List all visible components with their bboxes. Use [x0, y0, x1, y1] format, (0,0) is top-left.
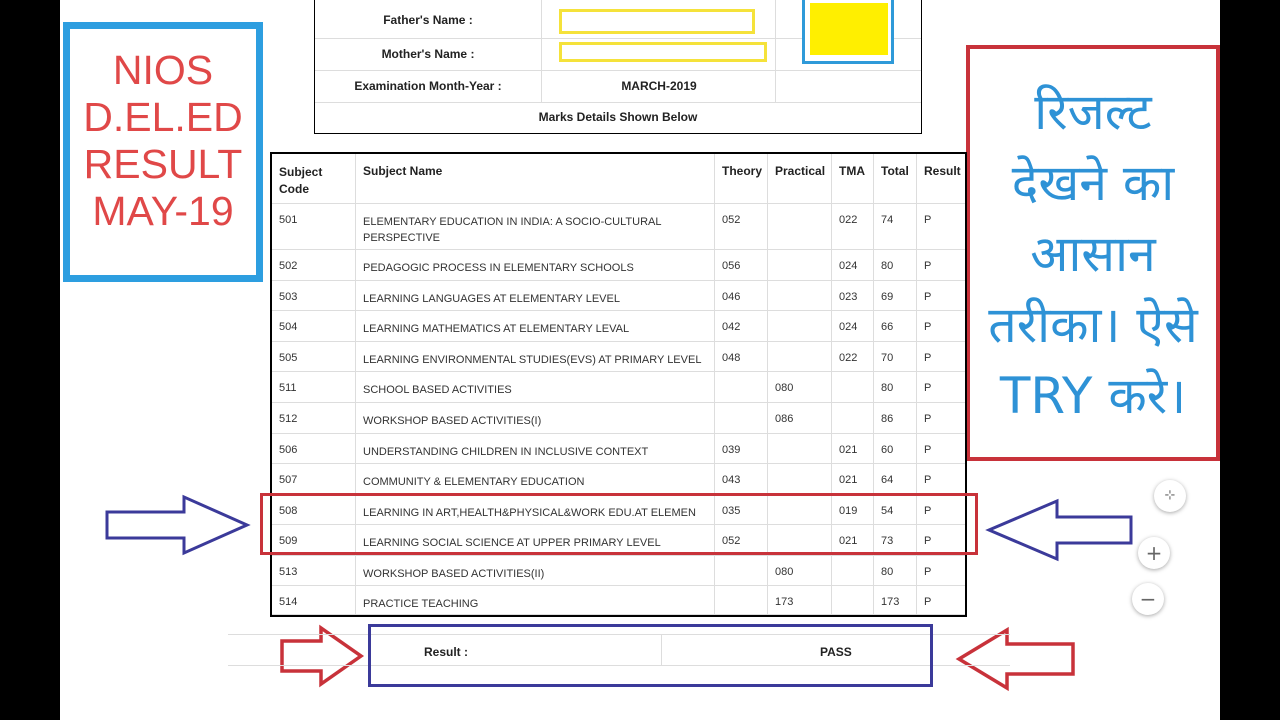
promo-hindi-line: रिजल्ट: [1034, 83, 1152, 141]
cell-result: P: [924, 321, 932, 333]
promo-title-line: D.EL.ED: [83, 94, 243, 140]
cell-tma: 021: [839, 444, 858, 456]
cell-result: P: [924, 413, 932, 425]
subject-name-line: LEARNING LANGUAGES AT ELEMENTARY LEVEL: [363, 293, 620, 305]
cell-result: P: [924, 214, 932, 226]
promo-title-text: [70, 47, 256, 235]
mother-name-label: Mother's Name :: [381, 47, 475, 61]
zoom-out-button[interactable]: [1132, 583, 1164, 615]
info-row-exam: [315, 70, 921, 103]
cell-tma: 022: [839, 352, 858, 364]
mother-name-mask: [559, 42, 767, 62]
cell-theory: 052: [722, 214, 741, 226]
cell-result: P: [924, 535, 932, 547]
cell-theory: 052: [722, 535, 741, 547]
cell-theory: 042: [722, 321, 741, 333]
cell-code: 504: [279, 321, 298, 333]
cell-total: 64: [881, 474, 894, 486]
father-name-mask: [559, 9, 755, 34]
header-subject-code: [279, 164, 322, 198]
cell-name: [363, 413, 541, 429]
cell-total: 70: [881, 352, 894, 364]
cell-name: [363, 214, 661, 246]
cell-total: 54: [881, 505, 894, 517]
table-row: [272, 434, 965, 464]
cell-result: P: [924, 382, 932, 394]
subject-name-line: LEARNING SOCIAL SCIENCE AT UPPER PRIMARY LEVEL: [363, 537, 661, 549]
subject-name-line: COMMUNITY & ELEMENTARY EDUCATION: [363, 476, 585, 488]
cell-theory: 048: [722, 352, 741, 364]
cell-name: [363, 260, 634, 276]
subject-name-line: WORKSHOP BASED ACTIVITIES(I): [363, 415, 542, 427]
subject-name-line: ELEMENTARY EDUCATION IN INDIA: A SOCIO-CULTURAL: [363, 216, 662, 228]
header-code-line: Code: [279, 182, 309, 196]
cell-code: 509: [279, 535, 298, 547]
exam-month-value: [541, 70, 776, 102]
marks-details-caption: Marks Details Shown Below: [538, 110, 698, 124]
cell-code: 502: [279, 260, 298, 272]
subject-name-line: LEARNING ENVIRONMENTAL STUDIES(EVS) AT PRIMARY LEVEL: [363, 354, 702, 366]
cell-name: [363, 566, 544, 582]
father-name-label: Father's Name :: [383, 13, 473, 27]
cell-theory: 035: [722, 505, 741, 517]
cell-code: 505: [279, 352, 298, 364]
header-code-line: Subject: [279, 165, 323, 179]
cell-name: [363, 352, 701, 368]
table-row: [272, 250, 965, 281]
cell-code: 512: [279, 413, 298, 425]
left-arrow-right-icon: [985, 497, 1135, 563]
subject-name-line: WORKSHOP BASED ACTIVITIES(II): [363, 568, 545, 580]
promo-title-line: NIOS: [112, 47, 214, 93]
cell-code: 501: [279, 214, 298, 226]
fit-screen-icon: ⊹: [1164, 488, 1176, 503]
cell-theory: 056: [722, 260, 741, 272]
promo-hindi-box: [966, 45, 1220, 461]
table-row: [272, 311, 965, 342]
cell-name: [363, 291, 620, 307]
cell-name: [363, 596, 478, 612]
cell-total: 69: [881, 291, 894, 303]
cell-code: 513: [279, 566, 298, 578]
cell-name: [363, 321, 629, 337]
header-tma: TMA: [839, 164, 865, 178]
header-total: Total: [881, 164, 909, 178]
cell-result: P: [924, 566, 932, 578]
cell-total: 80: [881, 260, 894, 272]
cell-tma: 024: [839, 321, 858, 333]
cell-code: 507: [279, 474, 298, 486]
promo-title-line: RESULT: [83, 141, 243, 187]
subject-name-line: LEARNING MATHEMATICS AT ELEMENTARY LEVAL: [363, 323, 630, 335]
cell-practical: 080: [775, 382, 794, 394]
table-row: [272, 281, 965, 311]
cell-result: P: [924, 291, 932, 303]
cell-code: 514: [279, 596, 298, 608]
header-subject-name: Subject Name: [363, 164, 443, 178]
promo-hindi-line: TRY करे।: [999, 367, 1187, 425]
header-result: Result: [924, 164, 961, 178]
info-col-divider: [775, 0, 776, 102]
cell-total: 73: [881, 535, 894, 547]
result-value: PASS: [820, 645, 852, 659]
cell-result: P: [924, 444, 932, 456]
cell-theory: 043: [722, 474, 741, 486]
cell-practical: 080: [775, 566, 794, 578]
fit-screen-button[interactable]: [1154, 480, 1186, 512]
table-row: [272, 464, 965, 495]
cell-theory: 039: [722, 444, 741, 456]
result-highlight-box: [368, 624, 933, 687]
cell-result: P: [924, 260, 932, 272]
cell-practical: 173: [775, 596, 794, 608]
table-row: [272, 403, 965, 434]
table-row: [272, 556, 965, 586]
cell-theory: 046: [722, 291, 741, 303]
exam-month-label: Examination Month-Year :: [354, 79, 502, 93]
cell-result: P: [924, 352, 932, 364]
cell-tma: 021: [839, 535, 858, 547]
photo-mask: [810, 3, 888, 55]
cell-result: P: [924, 505, 932, 517]
table-row: [272, 204, 965, 250]
cell-name: [363, 382, 512, 398]
cell-tma: 019: [839, 505, 858, 517]
table-row: [272, 342, 965, 372]
student-photo: [802, 0, 894, 64]
zoom-in-button[interactable]: [1138, 537, 1170, 569]
promo-hindi-text: [970, 77, 1216, 432]
promo-hindi-line: आसान: [1030, 225, 1156, 283]
result-label: Result :: [424, 645, 469, 659]
promo-title-line: MAY-19: [92, 188, 234, 234]
subject-name-line: SCHOOL BASED ACTIVITIES: [363, 384, 512, 396]
subject-name-line: PRACTICE TEACHING: [363, 598, 479, 610]
cell-total: 74: [881, 214, 894, 226]
promo-title-box: [63, 22, 263, 282]
cell-name: [363, 474, 584, 490]
promo-hindi-line: देखने का: [1011, 154, 1175, 212]
cell-code: 506: [279, 444, 298, 456]
cell-tma: 022: [839, 214, 858, 226]
cell-tma: 024: [839, 260, 858, 272]
subject-name-line: PEDAGOGIC PROCESS IN ELEMENTARY SCHOOLS: [363, 262, 634, 274]
cell-code: 503: [279, 291, 298, 303]
table-header-row: [272, 154, 965, 204]
cell-total: 173: [881, 596, 900, 608]
cell-code: 511: [279, 382, 297, 394]
right-arrow-left-icon: [104, 494, 252, 556]
table-row: [272, 372, 965, 403]
cell-total: 60: [881, 444, 894, 456]
cell-result: P: [924, 596, 932, 608]
cell-tma: 021: [839, 474, 858, 486]
cell-tma: 023: [839, 291, 858, 303]
cell-result: P: [924, 474, 932, 486]
header-practical: Practical: [775, 164, 826, 178]
promo-hindi-line: तरीका। ऐसे: [988, 296, 1198, 354]
plus-icon: +: [1145, 541, 1163, 565]
subject-name-line: UNDERSTANDING CHILDREN IN INCLUSIVE CONTEXT: [363, 446, 649, 458]
subject-name-line: PERSPECTIVE: [363, 232, 441, 244]
cell-practical: 086: [775, 413, 794, 425]
minus-icon: −: [1139, 587, 1157, 611]
header-theory: Theory: [722, 164, 763, 178]
cell-total: 86: [881, 413, 894, 425]
highlight-box: [260, 493, 978, 555]
cell-name: [363, 444, 648, 460]
cell-total: 80: [881, 382, 894, 394]
subject-name-line: LEARNING IN ART,HEALTH&PHYSICAL&WORK EDU.AT ELEMEN: [363, 507, 696, 519]
table-row: [272, 586, 965, 615]
exam-month-text: MARCH-2019: [621, 79, 697, 93]
cell-total: 80: [881, 566, 894, 578]
cell-total: 66: [881, 321, 894, 333]
cell-code: 508: [279, 505, 298, 517]
